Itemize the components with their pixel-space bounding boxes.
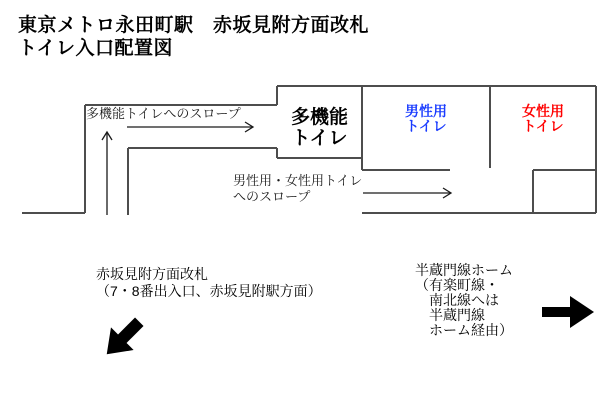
page-title-line1: 東京メトロ永田町駅 赤坂見附方面改札 [18,15,370,36]
mw-ramp-arrow-icon [363,188,451,198]
multipurpose-ramp-arrow-icon [127,122,253,132]
platform-direction-arrow-icon [540,291,598,335]
multipurpose-slope-label: 多機能トイレへのスロープ [86,106,241,121]
ramp-up-arrow-icon [102,132,112,215]
platform-label: 半蔵門線ホーム （有楽町線・ 南北線へは 半蔵門線 ホーム経由） [415,262,513,338]
womens-room-label: 女性用 トイレ [522,103,564,134]
page-title-line2: トイレ入口配置図 [18,38,174,59]
mens-room-label: 男性用 トイレ [405,103,447,134]
gate-direction-arrow-icon [94,312,152,364]
gate-label: 赤坂見附方面改札 （7・8番出入口、赤坂見附駅方面） [96,266,322,299]
multipurpose-room-label: 多機能 トイレ [290,107,348,149]
mens-womens-slope-label: 男性用・女性用トイレ へのスロープ [233,173,363,204]
